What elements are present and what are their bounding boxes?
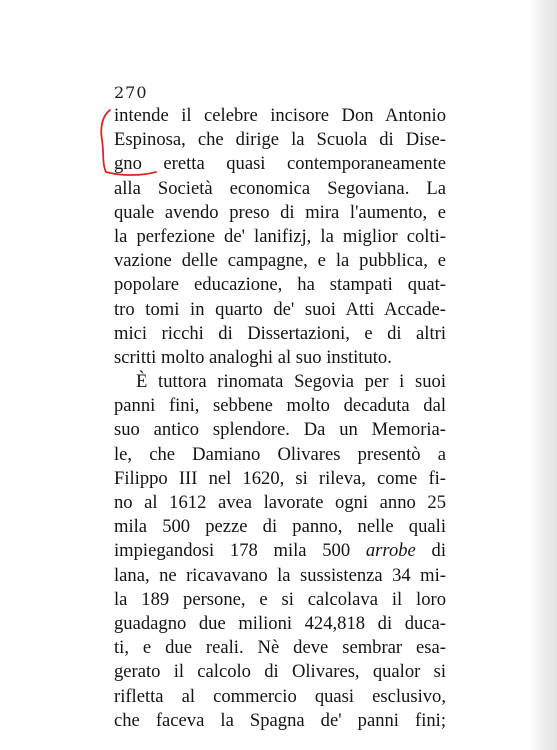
text-line: la perfezione de' lanifizj, la miglior colti- (114, 225, 446, 247)
text-line: mici ricchi di Dissertazioni, e di altri (114, 322, 446, 344)
text-line: le, che Damiano Olivares presentò a (114, 443, 446, 465)
text-line: alla Società economica Segoviana. La (114, 177, 446, 199)
text-line: rifletta al commercio quasi esclusivo, (114, 685, 446, 707)
text-line: gerato il calcolo di Olivares, qualor si (114, 661, 446, 683)
text-line: panni fini, sebbene molto decaduta dal (114, 395, 446, 417)
text-line: tro tomi in quarto de' suoi Atti Accade- (114, 298, 446, 320)
text-line-with-italic (114, 539, 446, 563)
text-line: lana, ne ricavavano la sussistenza 34 mi- (114, 564, 446, 586)
text-line: vazione delle campagne, e la pubblica, e (114, 250, 446, 272)
body-text (114, 104, 446, 733)
text-line: suo antico splendore. Da un Memoria- (114, 419, 446, 441)
text-line: che faceva la Spagna de' panni fini; (114, 709, 446, 731)
text-line: la 189 persone, e si calcolava il loro (114, 588, 446, 610)
text-line: mila 500 pezze di panno, nelle quali (114, 516, 446, 538)
text-line: scritti molto analoghi al suo instituto. (114, 346, 392, 368)
text-line: gno eretta quasi contemporaneamente (114, 153, 446, 175)
text-line: Espinosa, che dirige la Scuola di Dise- (114, 129, 446, 151)
text-line: Filippo III nel 1620, si rileva, come fi- (114, 467, 446, 489)
text-line: È tuttora rinomata Segovia per i suoi (136, 371, 446, 393)
italic-term: arrobe (365, 540, 416, 562)
page-number: 270 (114, 83, 148, 102)
text-line: ti, e due reali. Nè deve sembrar esa- (114, 637, 446, 659)
text-segment: impiegandosi 178 mila 500 (114, 540, 351, 562)
text-line: quale avendo preso di mira l'aumento, e (114, 201, 446, 223)
text-line: no al 1612 avea lavorate ogni anno 25 (114, 492, 446, 513)
text-line: popolare educazione, ha stampati quat- (114, 274, 446, 296)
text-segment: di (431, 540, 446, 562)
text-line: guadagno due milioni 424,818 di duca- (114, 612, 446, 634)
page-edge-shadow (529, 0, 557, 750)
text-line: intende il celebre incisore Don Antonio (114, 105, 446, 126)
